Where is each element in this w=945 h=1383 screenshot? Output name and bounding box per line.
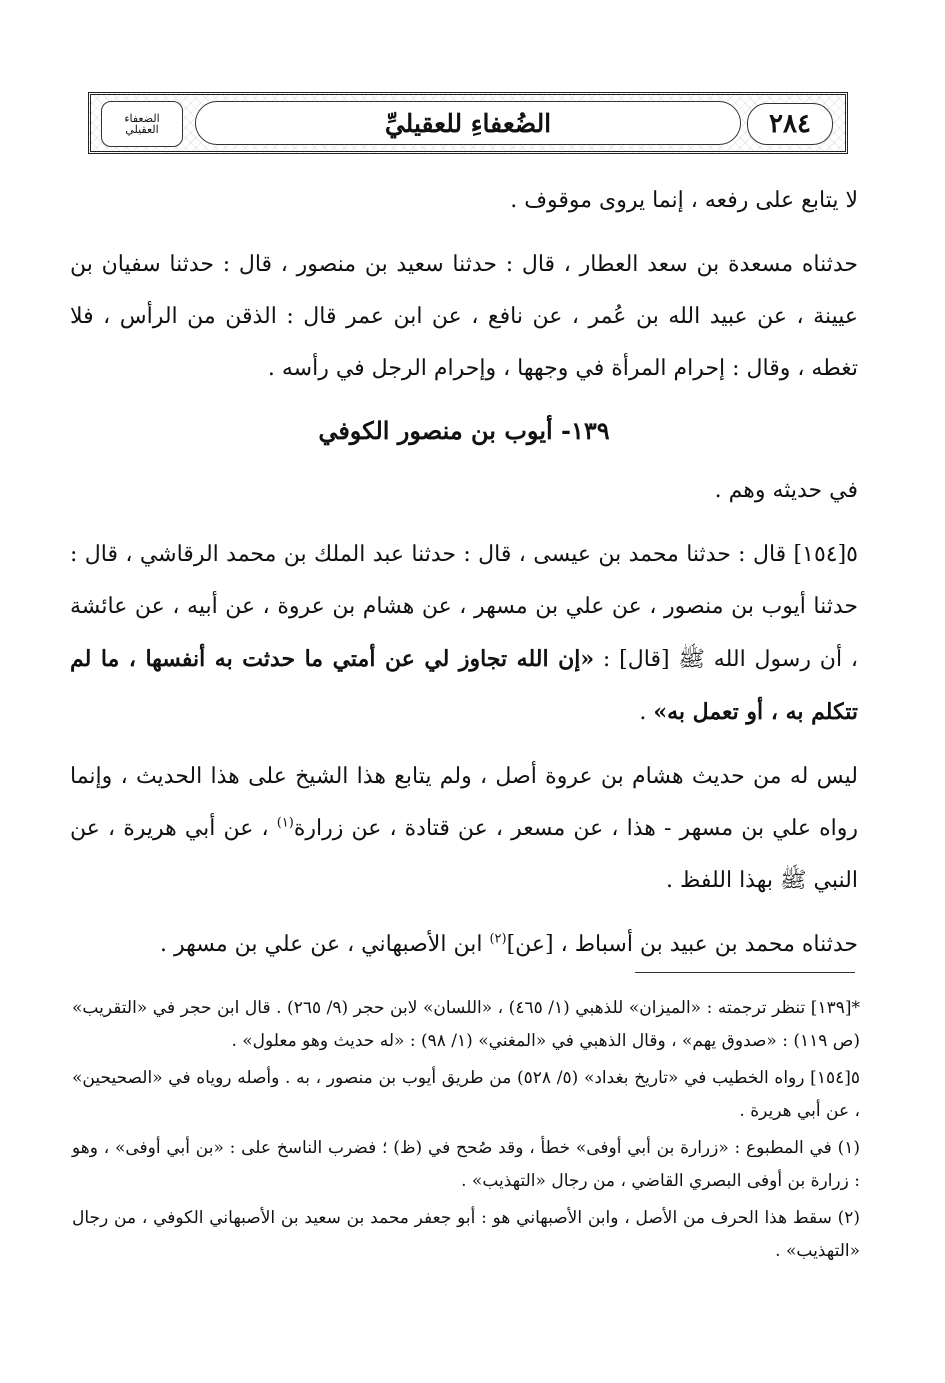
emblem-text: الضعفاء العقيلي bbox=[124, 112, 160, 136]
footnote-2: (٢) سقط هذا الحرف من الأصل ، وابن الأصبهاني هو : أبو جعفر محمد بن سعيد بن الأصبهاني الكوفي ، من رجال «التهذيب» . bbox=[72, 1208, 860, 1261]
paragraph-4-end: . bbox=[639, 700, 654, 725]
footnote-ref-1: (١) bbox=[276, 815, 294, 831]
paragraph-6-start: حدثناه محمد بن عبيد بن أسباط ، [عن] bbox=[506, 932, 858, 957]
paragraph-6 bbox=[70, 919, 858, 971]
paragraph-5-end: ، عن أبي هريرة ، عن النبي ﷺ بهذا اللفظ . bbox=[70, 816, 858, 893]
hadith-text: «إن الله تجاوز لي عن أمتي ما حدثت به أنفسها ، ما لم تتكلم به ، أو تعمل به» bbox=[70, 646, 858, 725]
isnad-text: ٥[١٥٤] قال : حدثنا محمد بن عيسى ، قال : حدثنا عبد الملك بن محمد الرقاشي ، قال : حدثنا أيوب بن منصور ، عن علي بن مسهر ، عن هشام بن عروة ، عن أبيه ، عن عائشة ، أن رسول الله ﷺ [قال] : bbox=[70, 542, 858, 672]
footnote-139: *[١٣٩] تنظر ترجمته : «الميزان» للذهبي (١/ ٤٦٥) ، «اللسان» لابن حجر (٩/ ٢٦٥) . قال ابن حجر في «التقريب» (ص ١١٩) : «صدوق يهم» ، وقال الذهبي في «المغني» (١/ ٩٨) : «له حديث وهو معلول» . bbox=[72, 998, 860, 1051]
paragraph-6-end: ابن الأصبهاني ، عن علي بن مسهر . bbox=[159, 932, 490, 957]
main-text bbox=[70, 175, 858, 971]
page-number: ٢٨٤ bbox=[769, 109, 811, 139]
footnotes bbox=[72, 992, 860, 1272]
footnote-1: (١) في المطبوع : «زرارة بن أبي أوفى» خطأ ، وقد صُحح في (ظ) ؛ فضرب الناسخ على : «بن أبي أوفى» ، وهو : زرارة بن أوفى البصري القاضي ، من رجال «التهذيب» . bbox=[72, 1138, 860, 1191]
paragraph-5 bbox=[70, 751, 858, 907]
page-header bbox=[88, 92, 848, 154]
footnote-154: ٥[١٥٤] رواه الخطيب في «تاريخ بغداد» (٥/ ٥٢٨) من طريق أيوب بن منصور ، به . وأصله روياه في «الصحيحين» ، عن أبي هريرة . bbox=[72, 1068, 860, 1121]
book-title: الضُعفاءِ للعقيليِّ bbox=[384, 108, 552, 138]
footnote-divider bbox=[635, 972, 855, 973]
entry-heading: ١٣٩- أيوب بن منصور الكوفي bbox=[318, 416, 610, 445]
paragraph-4 bbox=[70, 529, 858, 739]
paragraph-1: لا يتابع على رفعه ، إنما يروى موقوف . bbox=[510, 188, 858, 213]
emblem-logo bbox=[101, 101, 183, 147]
title-cartouche bbox=[195, 101, 741, 145]
paragraph-2: حدثناه مسعدة بن سعد العطار ، قال : حدثنا سعيد بن منصور ، قال : حدثنا سفيان بن عيينة ، عن عبيد الله بن عُمر ، عن نافع ، عن ابن عمر قال : الذقن من الرأس ، فلا تغطه ، وقال : إحرام المرأة في وجهها ، وإحرام الرجل في رأسه . bbox=[70, 252, 858, 381]
footnote-ref-2: (٢) bbox=[489, 931, 507, 947]
page-number-cartouche bbox=[747, 103, 833, 145]
paragraph-3: في حديثه وهم . bbox=[714, 478, 858, 503]
paragraph-5-start: ليس له من حديث هشام بن عروة أصل ، ولم يتابع هذا الشيخ على هذا الحديث ، وإنما رواه علي بن مسهر - هذا ، عن مسعر ، عن قتادة ، عن زرارة bbox=[70, 764, 859, 841]
